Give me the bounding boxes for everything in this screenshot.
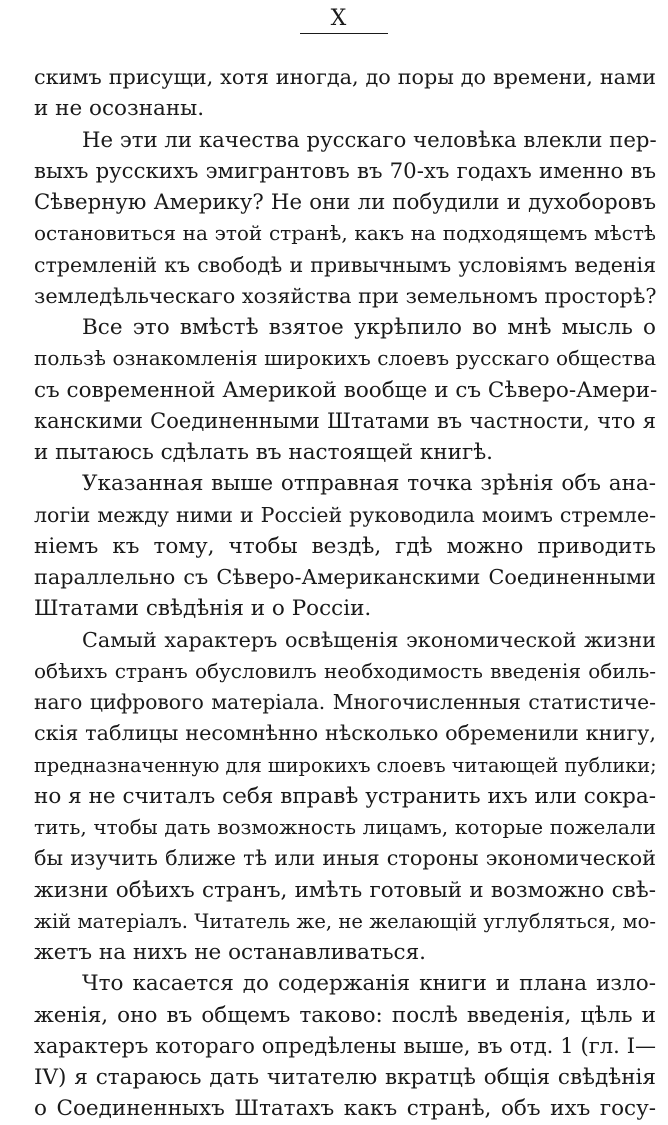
text-line: и пытаюсь сдѣлать въ настоящей книгѣ. bbox=[34, 440, 494, 465]
text-line: Все это вмѣстѣ взятое укрѣпило во мнѣ мысль о bbox=[82, 315, 656, 340]
text-line: но я не считалъ себя вправѣ устранить ихъ или сокра- bbox=[34, 783, 656, 809]
page-number: X bbox=[330, 6, 348, 31]
text-line: Что касается до содержанія книги и плана изло- bbox=[82, 971, 656, 997]
text-line: жій матеріалъ. Читатель же, не желающій углубляться, мо- bbox=[34, 909, 656, 933]
text-line: наго цифрового матеріала. Многочисленныя статистиче- bbox=[34, 690, 656, 714]
text-line: ніемъ къ тому, чтобы вездѣ, гдѣ можно приводить bbox=[34, 533, 656, 559]
text-line: земледѣльческаго хозяйства при земельномъ просторѣ? bbox=[34, 283, 657, 308]
text-line: бы изучить ближе тѣ или иныя стороны экономической bbox=[34, 846, 656, 871]
text-line: скія таблицы несомнѣнно нѣсколько обременили книгу, bbox=[34, 721, 656, 746]
text-line: и не осознаны. bbox=[34, 96, 205, 122]
text-line: о Соединенныхъ Штатахъ какъ странѣ, объ ихъ госу- bbox=[34, 1096, 656, 1122]
text-line: Не эти ли качества русскаго человѣка влекли пер- bbox=[82, 127, 657, 153]
text-line: характеръ котораго опредѣлены выше, въ отд. 1 (гл. I— bbox=[34, 1033, 656, 1058]
text-line: остановиться на этой странѣ, какъ на подходящемъ мѣстѣ bbox=[34, 221, 656, 246]
text-line: стремленій къ свободѣ и привычнымъ условіямъ веденія bbox=[34, 252, 656, 277]
header-rule bbox=[300, 33, 388, 34]
text-line: женія, оно въ общемъ таково: послѣ введенія, цѣль и bbox=[34, 1002, 656, 1028]
text-line: съ современной Америкой вообще и съ Сѣверо-Амери- bbox=[34, 377, 658, 403]
body-text bbox=[34, 62, 656, 1125]
text-line: скимъ присущи, хотя иногда, до поры до времени, нами bbox=[34, 65, 656, 89]
text-line: Самый характеръ освѣщенія экономической жизни bbox=[82, 627, 656, 652]
text-line: Сѣверную Америку? Не они ли побудили и духоборовъ bbox=[34, 190, 656, 215]
text-line: жетъ на нихъ не останавливаться. bbox=[34, 940, 426, 965]
text-line: предназначенную для широкихъ слоевъ читающей публики; bbox=[34, 753, 657, 777]
text-line: Указанная выше отправная точка зрѣнія объ ана- bbox=[82, 471, 656, 497]
text-line: выхъ русскихъ эмигрантовъ въ 70-хъ годахъ именно въ bbox=[34, 158, 656, 184]
text-line: пользѣ ознакомленія широкихъ слоевъ русскаго общества bbox=[34, 346, 656, 371]
text-line: Штатами свѣдѣнія и о Россіи. bbox=[34, 596, 372, 622]
text-line: параллельно съ Сѣверо-Американскими Соединенными bbox=[34, 565, 656, 589]
text-line: канскими Соединенными Штатами въ частности, что я bbox=[34, 408, 656, 433]
text-line: жизни обѣихъ странъ, имѣть готовый и возможно свѣ- bbox=[34, 877, 656, 903]
text-line: IV) я стараюсь дать читателю вкратцѣ общія свѣдѣнія bbox=[34, 1065, 656, 1090]
text-line: обѣихъ странъ обусловилъ необходимость введенія обиль- bbox=[34, 658, 656, 683]
text-line: тить, чтобы дать возможность лицамъ, которые пожелали bbox=[34, 815, 656, 839]
text-line: логіи между ними и Россіей руководила моимъ стремле- bbox=[34, 502, 656, 527]
